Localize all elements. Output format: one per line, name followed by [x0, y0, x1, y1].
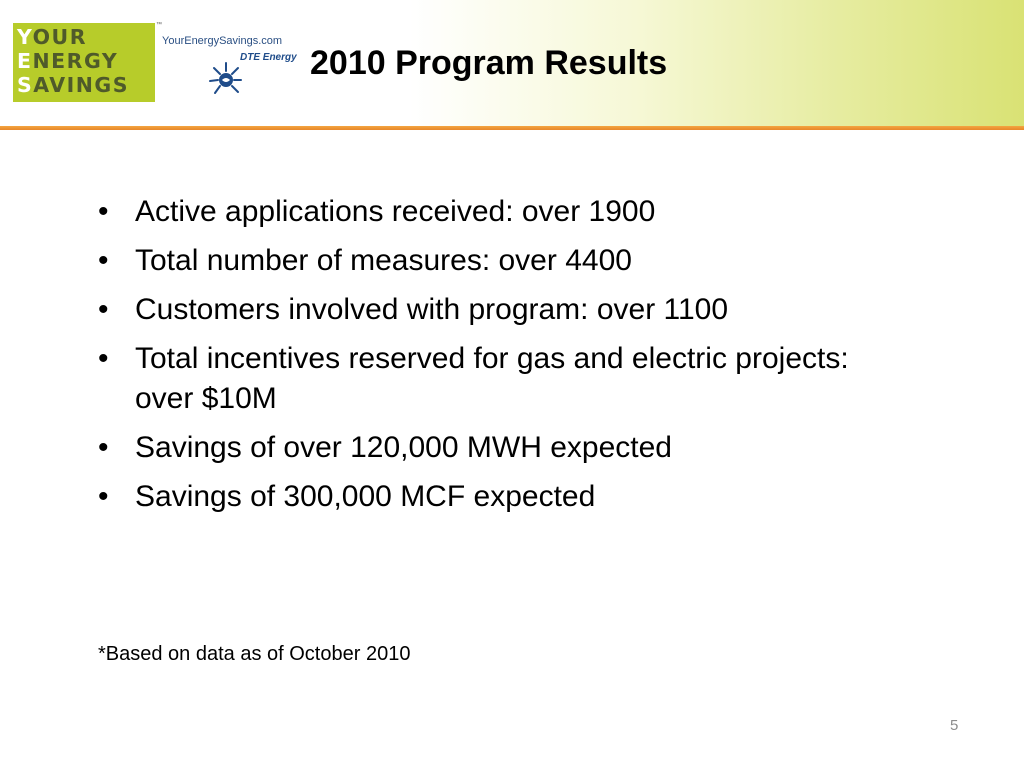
bullet-marker: • [98, 342, 109, 375]
bullet-marker: • [98, 480, 109, 513]
slide-title: 2010 Program Results [310, 44, 668, 82]
header-divider [0, 126, 1024, 130]
bullet-text: Total number of measures: over 4400 [135, 244, 632, 277]
bullet-item [98, 290, 858, 330]
bullet-marker: • [98, 195, 109, 228]
bullet-item [98, 192, 858, 232]
bullet-marker: • [98, 244, 109, 277]
bullet-item [98, 241, 858, 281]
logo-line: YOUR [17, 25, 87, 49]
bullet-item [98, 339, 858, 419]
header-band [0, 0, 1024, 126]
site-url-text: YourEnergySavings.com [162, 35, 283, 47]
bullet-item [98, 477, 858, 517]
dte-energy-spark-icon [208, 60, 242, 96]
bullet-marker: • [98, 431, 109, 464]
dte-energy-logo-text: DTE Energy [240, 52, 297, 63]
bullet-marker: • [98, 293, 109, 326]
trademark-mark: ™ [156, 22, 162, 28]
your-energy-savings-logo [13, 23, 155, 102]
bullet-list [98, 192, 858, 526]
bullet-item [98, 428, 858, 468]
bullet-text: Active applications received: over 1900 [135, 195, 656, 228]
logo-line: SAVINGS [17, 73, 129, 97]
logo-line: ENERGY [17, 49, 119, 73]
bullet-text: Customers involved with program: over 1100 [135, 293, 729, 326]
page-number: 5 [950, 717, 959, 734]
bullet-text: Savings of 300,000 MCF expected [135, 480, 596, 513]
bullet-text: Savings of over 120,000 MWH expected [135, 431, 672, 464]
bullet-text: Total incentives reserved for gas and electric projects: over $10M [135, 342, 849, 415]
footnote: *Based on data as of October 2010 [98, 643, 411, 665]
